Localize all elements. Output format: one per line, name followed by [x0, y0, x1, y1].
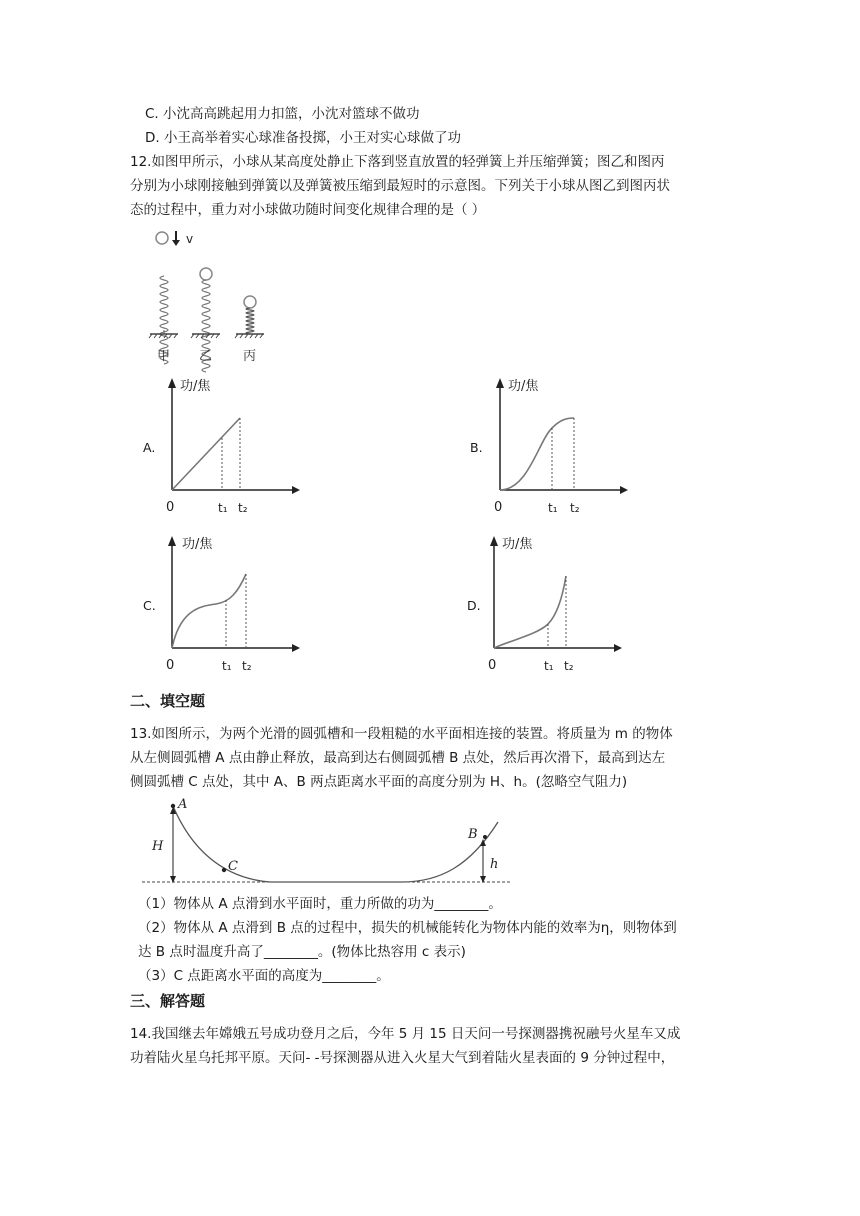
graph-d-t2: t₂: [564, 659, 574, 673]
graph-b-t2: t₂: [570, 501, 580, 515]
graph-a-y-label: 功/焦: [180, 379, 211, 394]
ball-bing: [244, 296, 256, 308]
section-answer-title: 三、解答题: [130, 992, 206, 1010]
option-b-label[interactable]: B.: [470, 440, 483, 455]
q13-sub1: （1）物体从 A 点滑到水平面时，重力所做的功为________。: [138, 896, 502, 912]
graph-b-t1: t₁: [548, 501, 558, 515]
graph-c-y-label: 功/焦: [182, 537, 213, 552]
spring-bing: [246, 308, 254, 334]
graph-a-curve: [172, 418, 240, 490]
graph-a-origin: 0: [166, 500, 175, 515]
graph-c-curve: [172, 574, 246, 648]
graph-c: [160, 530, 300, 678]
q13-sub2-line1: （2）物体从 A 点滑到 B 点的过程中，损失的机械能转化为物体内能的效率为η，则物体到: [138, 920, 677, 936]
q13-sub2-line2: 达 B 点时温度升高了________。(物体比热容用 c 表示): [138, 944, 466, 960]
ball-yi: [200, 268, 212, 280]
point-c: [222, 868, 226, 872]
graph-d: [482, 530, 622, 678]
graph-a: [160, 372, 300, 520]
graph-a-t1: t₁: [218, 501, 228, 515]
q13-sub3: （3）C 点距离水平面的高度为________。: [138, 968, 390, 984]
label-bing: 丙: [243, 349, 257, 364]
graph-b-curve: [500, 418, 574, 490]
spring-figure: [140, 226, 280, 366]
q14-stem-line2: 功着陆火星乌托邦平原。天问- -号探测器从进入火星大气到着陆火星表面的 9 分钟过程中，: [130, 1050, 675, 1066]
label-jia: 甲: [157, 349, 171, 364]
graph-b-y-label: 功/焦: [508, 379, 539, 394]
graph-b: [488, 372, 628, 520]
graph-c-origin: 0: [166, 658, 175, 673]
label-yi: 乙: [199, 349, 213, 364]
label-b: B: [468, 827, 478, 842]
velocity-label: v: [186, 232, 194, 246]
graph-d-curve: [494, 576, 566, 648]
q13-stem-line3: 侧圆弧槽 C 点处，其中 A、B 两点距离水平面的高度分别为 H、h。(忽略空气阻力): [130, 774, 628, 790]
track-curve: [173, 806, 498, 882]
section-fill-in-blank-title: 二、填空题: [130, 692, 206, 710]
falling-ball: [156, 232, 168, 244]
option-a-label[interactable]: A.: [143, 440, 156, 455]
graph-c-t2: t₂: [242, 659, 252, 673]
q12-stem-line2: 分别为小球刚接触到弹簧以及弹簧被压缩到最短时的示意图。下列关于小球从图乙到图丙状: [130, 178, 670, 194]
q12-stem-line1: 12.如图甲所示，小球从某高度处静止下落到竖直放置的轻弹簧上并压缩弹簧；图乙和图丙: [130, 154, 665, 170]
graph-d-origin: 0: [488, 658, 497, 673]
option-c-label[interactable]: C.: [143, 598, 156, 613]
track-figure: [140, 796, 520, 888]
graph-a-t2: t₂: [238, 501, 248, 515]
graph-c-t1: t₁: [222, 659, 232, 673]
q12-stem-line3: 态的过程中，重力对小球做功随时间变化规律合理的是（ ）: [130, 202, 486, 218]
label-h-small: h: [490, 857, 499, 872]
q13-stem-line1: 13.如图所示，为两个光滑的圆弧槽和一段粗糙的水平面相连接的装置。将质量为 m 的物体: [130, 726, 673, 742]
option-d-label[interactable]: D.: [467, 598, 481, 613]
q14-stem-line1: 14.我国继去年嫦娥五号成功登月之后，今年 5 月 15 日天问一号探测器携祝融号火星车又成: [130, 1026, 681, 1042]
q11-option-c: C. 小沈高高跳起用力扣篮，小沈对篮球不做功: [145, 106, 420, 122]
q11-option-d: D. 小王高举着实心球准备投掷，小王对实心球做了功: [145, 130, 461, 146]
point-b: [483, 835, 487, 839]
label-c: C: [228, 859, 238, 874]
graph-d-t1: t₁: [544, 659, 554, 673]
label-a: A: [178, 797, 188, 812]
q13-stem-line2: 从左侧圆弧槽 A 点由静止释放，最高到达右侧圆弧槽 B 点处，然后再次滑下，最高到达左: [130, 750, 666, 766]
graph-b-origin: 0: [494, 500, 503, 515]
graph-d-y-label: 功/焦: [502, 537, 533, 552]
label-h-big: H: [152, 839, 164, 854]
